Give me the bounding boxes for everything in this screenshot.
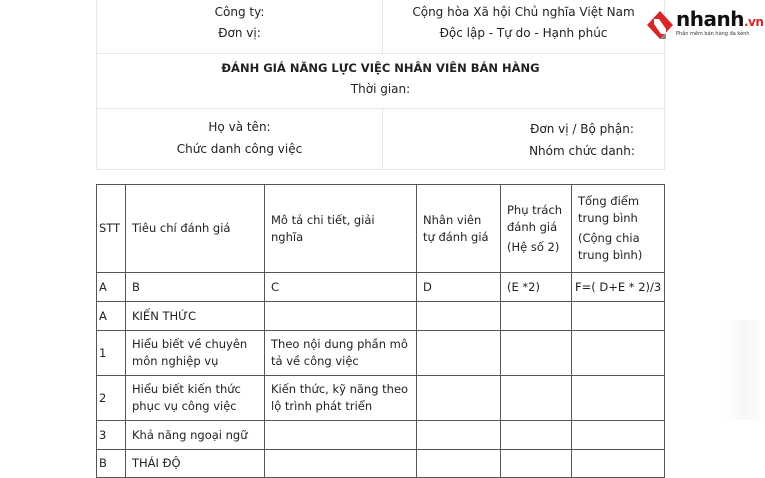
table-row	[97, 273, 665, 302]
header-manager-eval	[501, 185, 572, 273]
logo-tagline: Phần mềm bán hàng đa kênh	[676, 31, 750, 37]
cell-criteria: Khả năng ngoại ngữ	[126, 421, 265, 450]
logo-brand: nhanh	[676, 7, 744, 31]
department-label: Đơn vị / Bộ phận:	[530, 122, 634, 136]
header-total-line2: trung bình	[578, 211, 638, 225]
cell-description: C	[265, 273, 417, 302]
cell-self-eval[interactable]	[417, 450, 501, 478]
header-total-line3: (Cộng chia	[578, 231, 640, 245]
name-label: Họ và tên:	[208, 120, 271, 134]
table-row	[97, 376, 665, 421]
cell-manager-eval[interactable]	[501, 450, 572, 478]
cell-stt: A	[97, 302, 126, 331]
cell-manager-eval[interactable]	[501, 302, 572, 331]
cell-total[interactable]	[572, 450, 665, 478]
cell-criteria-line2: môn nghiệp vụ	[132, 354, 219, 368]
table-row	[97, 450, 665, 478]
table-row	[97, 331, 665, 376]
cell-total[interactable]	[572, 376, 665, 421]
cell-criteria: THÁI ĐỘ	[126, 450, 265, 478]
cell-stt: 3	[97, 421, 126, 450]
cell-stt: 2	[97, 376, 126, 421]
header-total-line4: trung bình)	[578, 248, 643, 262]
header-self-eval-line2: tự đánh giá	[423, 229, 489, 244]
cell-criteria-line1: Hiểu biết về chuyên	[132, 337, 248, 351]
header-self-eval-line1: Nhân viên	[423, 212, 482, 227]
cell-manager-eval[interactable]	[501, 421, 572, 450]
header-manager-line2: đánh giá	[507, 219, 558, 234]
national-motto: Độc lập - Tự do - Hạnh phúc	[439, 26, 608, 40]
nhanh-logo-icon	[646, 10, 674, 40]
table-row	[97, 302, 665, 331]
cell-self-eval[interactable]	[417, 331, 501, 376]
header-description: Mô tả chi tiết, giải nghĩa	[265, 185, 417, 273]
cell-self-eval[interactable]	[417, 421, 501, 450]
title-group-label: Nhóm chức danh:	[529, 144, 635, 158]
cell-manager-eval[interactable]: (E *2)	[501, 273, 572, 302]
cell-description-line2: lộ trình phát triển	[271, 399, 373, 413]
cell-description-line2: tả về công việc	[271, 354, 359, 368]
cell-criteria: B	[126, 273, 265, 302]
form-title: ĐÁNH GIÁ NĂNG LỰC VIỆC NHÂN VIÊN BÁN HÀNG	[221, 61, 540, 75]
cell-criteria: KIẾN THỨC	[126, 302, 265, 331]
cell-total[interactable]	[572, 421, 665, 450]
edge-shadow	[726, 320, 765, 420]
evaluation-table	[96, 184, 665, 478]
cell-stt: A	[97, 273, 126, 302]
nation-name: Cộng hòa Xã hội Chủ nghĩa Việt Nam	[412, 5, 635, 19]
cell-description	[265, 450, 417, 478]
table-row	[97, 421, 665, 450]
cell-manager-eval[interactable]	[501, 376, 572, 421]
header-criteria: Tiêu chí đánh giá	[126, 185, 265, 273]
cell-self-eval[interactable]	[417, 302, 501, 331]
job-title-label: Chức danh công việc	[176, 142, 303, 156]
cell-description	[265, 421, 417, 450]
company-label: Công ty:	[214, 5, 265, 19]
cell-description	[265, 302, 417, 331]
nhanh-logo[interactable]	[646, 7, 764, 44]
header-manager-line1: Phụ trách	[507, 202, 563, 217]
cell-description-line1: Kiến thức, kỹ năng theo	[271, 382, 409, 396]
cell-criteria	[126, 376, 265, 421]
header-manager-line3: (Hệ số 2)	[507, 239, 560, 254]
header-self-eval	[417, 185, 501, 273]
cell-total[interactable]	[572, 302, 665, 331]
cell-description	[265, 376, 417, 421]
cell-criteria-line2: phục vụ công việc	[132, 399, 237, 413]
cell-manager-eval[interactable]	[501, 331, 572, 376]
cell-stt: 1	[97, 331, 126, 376]
unit-label: Đơn vị:	[218, 26, 261, 40]
cell-self-eval[interactable]: D	[417, 273, 501, 302]
cell-self-eval[interactable]	[417, 376, 501, 421]
cell-criteria-line1: Hiểu biết kiến thức	[132, 382, 241, 396]
table-header-row	[97, 185, 665, 273]
header-total-line1: Tổng điểm	[578, 194, 640, 208]
cell-total[interactable]: F=( D+E * 2)/3	[572, 273, 665, 302]
cell-criteria	[126, 331, 265, 376]
header-stt: STT	[97, 185, 126, 273]
cell-stt: B	[97, 450, 126, 478]
cell-description-line1: Theo nội dung phần mô	[271, 337, 408, 351]
cell-total[interactable]	[572, 331, 665, 376]
period-label: Thời gian:	[350, 82, 411, 96]
logo-tld: .vn	[743, 15, 764, 29]
cell-description	[265, 331, 417, 376]
header-total	[572, 185, 665, 273]
